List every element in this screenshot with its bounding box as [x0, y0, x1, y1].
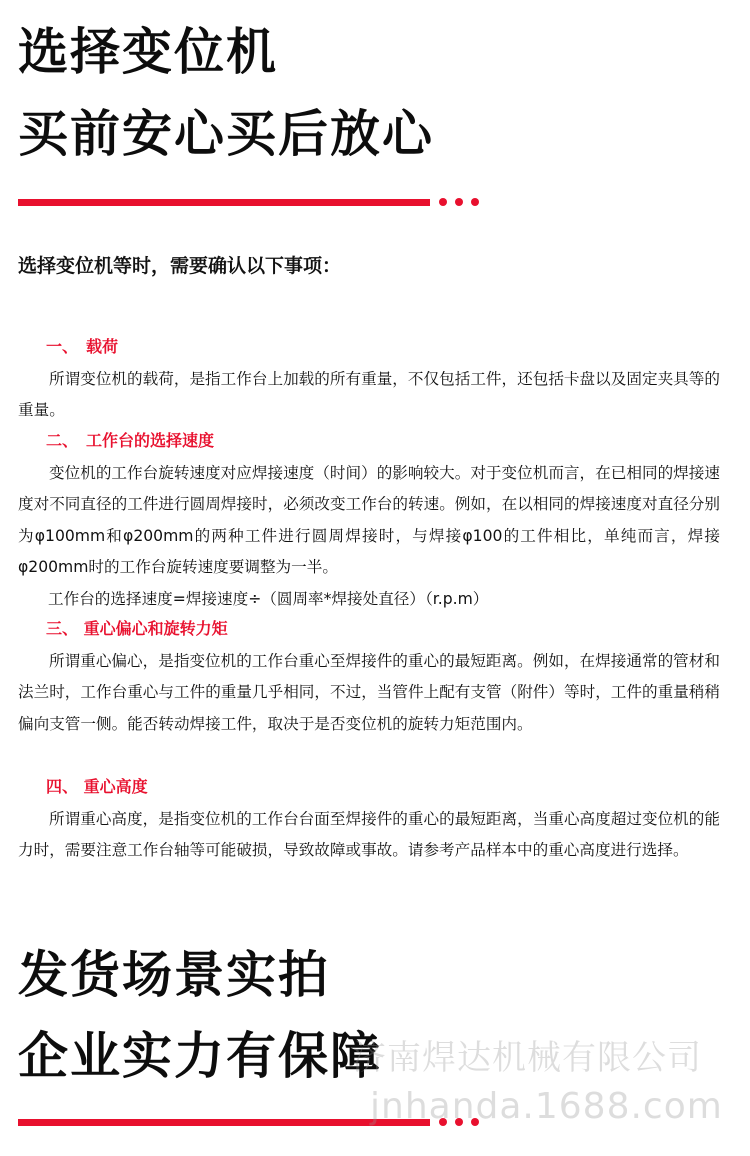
divider-bar [18, 199, 430, 206]
divider-dot [471, 198, 479, 206]
divider-dot [455, 198, 463, 206]
speed-formula: 工作台的选择速度=焊接速度÷（圆周率*焊接处直径）（r.p.m） [48, 590, 489, 608]
section-body-height: 所谓重心高度，是指变位机的工作台台面至焊接件的重心的最短距离，当重心高度超过变位机的能力时，需要注意工作台轴等可能破损，导致故障或事故。请参考产品样本中的重心高度进行选择。 [18, 810, 720, 860]
section-title-speed: 二、 工作台的选择速度 [46, 431, 215, 450]
section-title-eccentric: 三、 重心偏心和旋转力矩 [46, 619, 228, 638]
intro-heading: 选择变位机等时，需要确认以下事项： [18, 255, 342, 277]
shipping-title-line-2: 企业实力有保障 [18, 1027, 382, 1085]
section-title-load: 一、 载荷 [46, 337, 119, 356]
section-body-load: 所谓变位机的载荷，是指工作台上加载的所有重量，不仅包括工件，还包括卡盘以及固定夹具等的重量。 [18, 370, 720, 420]
hero-divider [18, 198, 480, 208]
watermark-company: 济南焊达机械有限公司 [352, 1038, 702, 1078]
hero-title-line-2: 买前安心买后放心 [18, 105, 434, 163]
section-body-eccentric: 所谓重心偏心，是指变位机的工作台重心至焊接件的重心的最短距离。例如，在焊接通常的管材和法兰时，工作台重心与工件的重量几乎相同，不过，当管件上配有支管（附件）等时，工件的重量稍稍偏向支管一侧。能否转动焊接工件，取决于是否变位机的旋转力矩范围内。 [18, 652, 720, 733]
hero-title-line-1: 选择变位机 [18, 23, 278, 81]
divider-dot [439, 198, 447, 206]
shipping-title-line-1: 发货场景实拍 [18, 946, 330, 1004]
section-body-speed: 变位机的工作台旋转速度对应焊接速度（时间）的影响较大。对于变位机而言，在已相同的焊接速度对不同直径的工件进行圆周焊接时，必须改变工作台的转速。例如，在以相同的焊接速度对直径分别为φ100mm和φ200mm的两种工件进行圆周焊接时，与焊接φ100的工件相比，单纯而言，焊接φ200mm时的工作台旋转速度要调整为一半。 [18, 464, 720, 576]
section-title-height: 四、 重心高度 [46, 777, 148, 796]
watermark-site: jnhanda.1688.com [370, 1086, 723, 1127]
divider-bar [18, 1119, 430, 1126]
